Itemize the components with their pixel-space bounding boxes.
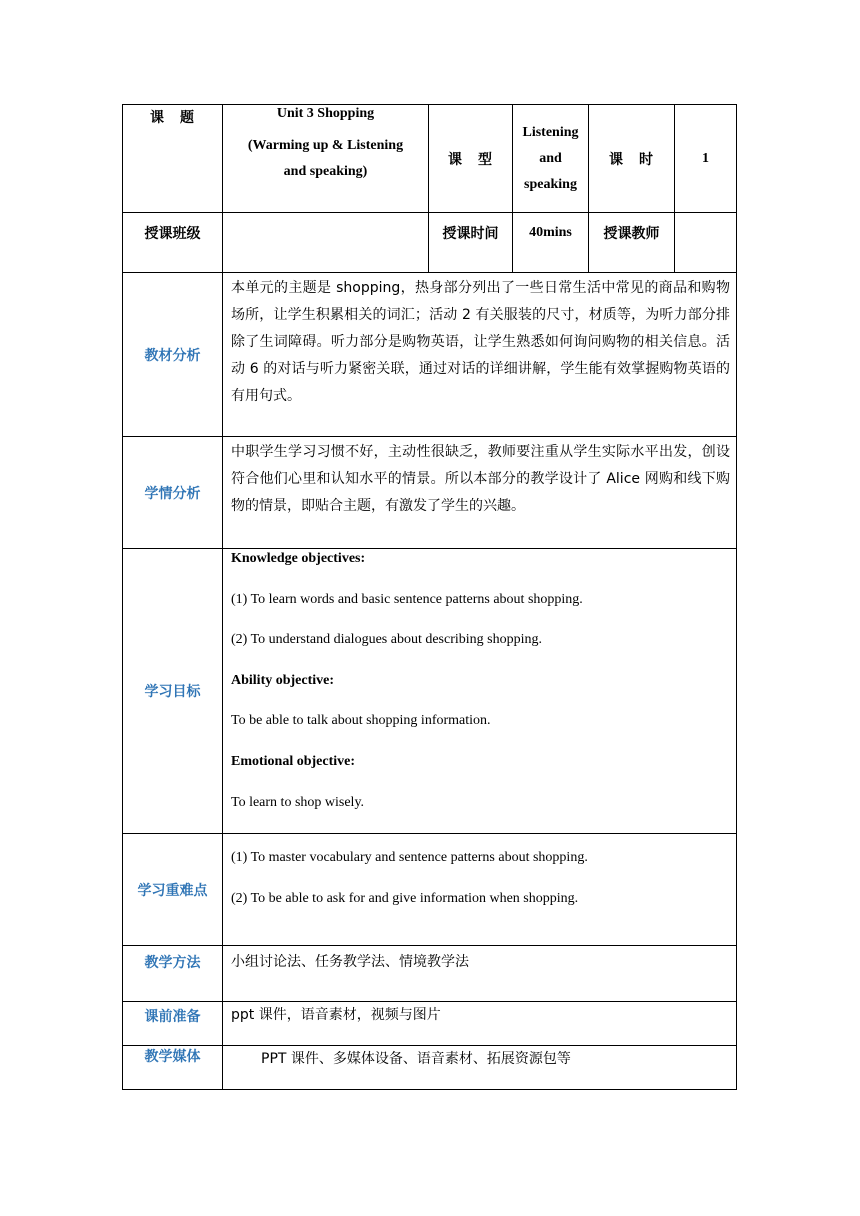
material-label: 教材分析 (123, 273, 223, 437)
key-point-2: (2) To be able to ask for and give information when shopping. (231, 890, 579, 906)
media-label: 教学媒体 (123, 1046, 223, 1090)
objectives-content (223, 549, 737, 834)
knowledge-title: Knowledge objectives: (231, 551, 366, 566)
period-label: 课 时 (589, 105, 675, 213)
students-text: 中职学生学习习惯不好，主动性很缺乏，教师要注重从学生实际水平出发，创设符合他们心里和认知水平的情景。所以本部分的教学设计了 Alice 网购和线下购物的情景，即贴合主题，有激发了学生的兴趣。 (223, 437, 737, 549)
media-row (123, 1046, 737, 1090)
lesson-title-line1: Unit 3 Shopping (276, 106, 375, 121)
students-label: 学情分析 (123, 437, 223, 549)
preparation-row (123, 1002, 737, 1046)
time-label: 授课时间 (429, 213, 513, 273)
time-value: 40mins (513, 213, 589, 273)
key-points-label: 学习重难点 (123, 834, 223, 946)
period-value: 1 (675, 105, 737, 213)
emotional-text: To learn to shop wisely. (231, 794, 365, 810)
key-points-row (123, 834, 737, 946)
header-row (123, 105, 737, 213)
objectives-label: 学习目标 (123, 549, 223, 834)
teacher-label: 授课教师 (589, 213, 675, 273)
methods-label: 教学方法 (123, 946, 223, 1002)
lesson-type-line3: speaking (524, 176, 577, 192)
emotional-title: Emotional objective: (231, 753, 356, 769)
preparation-label: 课前准备 (123, 1002, 223, 1046)
class-label: 授课班级 (123, 213, 223, 273)
lesson-title (223, 105, 429, 213)
methods-row (123, 946, 737, 1002)
lesson-plan-table (122, 104, 737, 1090)
class-value (223, 213, 429, 273)
teacher-value (675, 213, 737, 273)
info-row (123, 213, 737, 273)
students-row (123, 437, 737, 549)
topic-label: 课 题 (123, 105, 223, 213)
preparation-text: ppt 课件，语音素材，视频与图片 (223, 1002, 737, 1046)
key-points-content (223, 834, 737, 946)
knowledge-item-2: (2) To understand dialogues about describing shopping. (231, 632, 542, 648)
lesson-title-line3: and speaking) (283, 164, 368, 179)
ability-title: Ability objective: (231, 672, 335, 688)
key-point-1: (1) To master vocabulary and sentence patterns about shopping. (231, 850, 588, 866)
material-text: 本单元的主题是 shopping，热身部分列出了一些日常生活中常见的商品和购物场所，让学生积累相关的词汇；活动 2 有关服装的尺寸，材质等，为听力部分排除了生词障碍。听力部分是购物英语，让学生熟悉如何询问购物的相关信息。活动 6 的对话与听力紧密关联，通过对话的详细讲解，学生能有效掌握购物英语的有用句式。 (223, 273, 737, 437)
knowledge-item-1: (1) To learn words and basic sentence patterns about shopping. (231, 591, 583, 607)
material-row (123, 273, 737, 437)
media-text: PPT 课件、多媒体设备、语音素材、拓展资源包等 (223, 1046, 737, 1090)
lesson-type-line2: and (539, 150, 562, 166)
lesson-type (513, 105, 589, 213)
lesson-type-line1: Listening (522, 124, 579, 140)
lesson-title-line2: (Warming up & Listening (247, 138, 404, 153)
objectives-row (123, 549, 737, 834)
methods-text: 小组讨论法、任务教学法、情境教学法 (223, 946, 737, 1002)
ability-text: To be able to talk about shopping information. (231, 713, 491, 729)
type-label: 课 型 (429, 105, 513, 213)
